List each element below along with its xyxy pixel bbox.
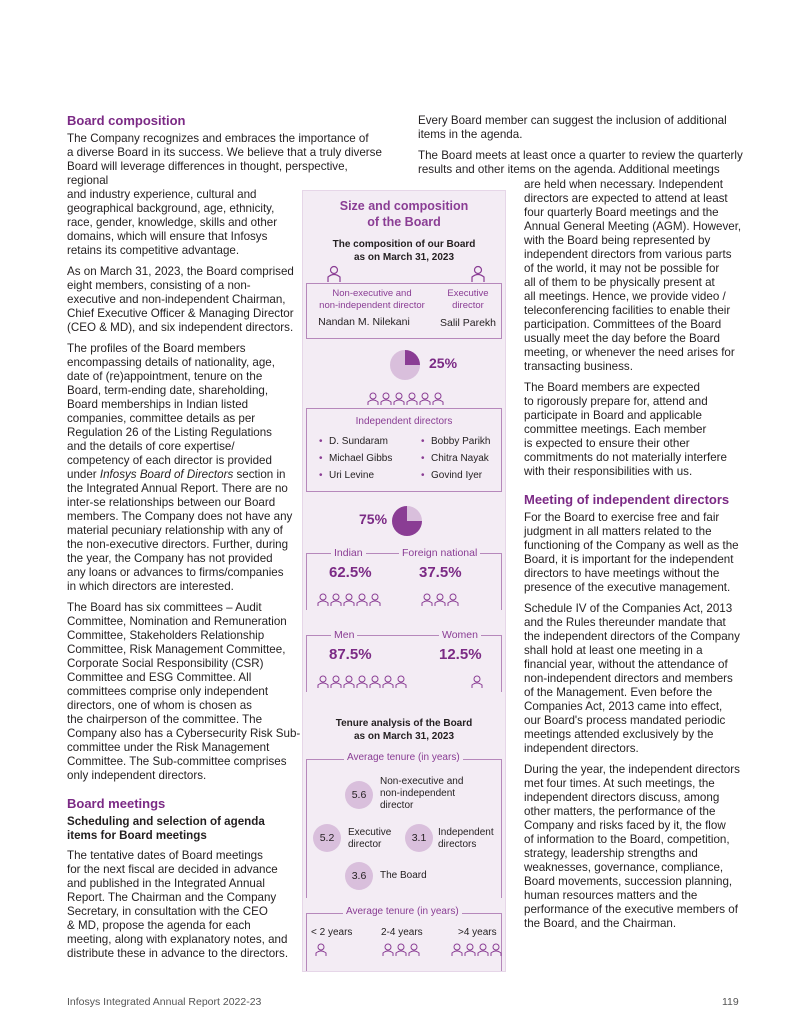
- list-item: • Michael Gibbs: [319, 450, 409, 467]
- column-right: [524, 178, 746, 938]
- avg-tenure-label: Average tenure (in years): [344, 752, 463, 763]
- men-label: Men: [331, 629, 357, 641]
- list-item: • Uri Levine: [319, 467, 409, 484]
- band-over-4: >4 years: [458, 927, 497, 938]
- agenda-suggestion-para: Every Board member can suggest the inclusion of additional items in the agenda.: [418, 114, 727, 141]
- board-composition-para-1: The Company recognizes and embraces the importance of a diverse Board in its success. We believe that a truly diverse Board will leverage differences in thought, perspective, regional and industry experience, cultural and geographical background, age, ethnicity, race, gender, knowledge, skills and other domains, which will ensure that Infosys retains its competitive advantage.: [67, 132, 382, 257]
- person-icon: [408, 943, 420, 957]
- band-2-4: 2-4 years: [381, 927, 423, 938]
- person-icon: [343, 593, 355, 607]
- agenda-subheading: Scheduling and selection of agenda items for Board meetings: [67, 815, 265, 842]
- person-icon: [451, 943, 463, 957]
- person-icon: [356, 593, 368, 607]
- person-icon: [356, 675, 368, 689]
- person-icon: [369, 675, 381, 689]
- person-icon: [317, 593, 329, 607]
- person-icon: [382, 943, 394, 957]
- indian-value: 62.5%: [329, 564, 372, 581]
- pct-executive: 25%: [429, 355, 458, 371]
- pct-independent: 75%: [359, 511, 388, 527]
- person-icon: [434, 593, 446, 607]
- nonexec-name: Nandan M. Nilekani: [318, 316, 410, 328]
- independent-meeting-para-1: For the Board to exercise free and fair judgment in all matters related to the functioning of the Company as well as the Board, it is important for the independent directors to have meetings without the presence of the executive management.: [524, 511, 739, 594]
- board-composition-heading: Board composition: [67, 113, 186, 128]
- person-icon: [393, 392, 405, 406]
- exec-label: Executive director: [447, 288, 489, 311]
- tenure-label-nonexec: Non-executive and non-independent director: [380, 776, 464, 811]
- independent-label: Independent directors: [355, 416, 453, 427]
- person-icon: [447, 593, 459, 607]
- person-icon: [369, 593, 381, 607]
- person-icon: [330, 593, 342, 607]
- avg-tenure-label-2: Average tenure (in years): [343, 906, 462, 917]
- column-right-top: [418, 114, 748, 177]
- quarterly-meeting-para-start: The Board meets at least once a quarter to review the quarterly results and other items on the agenda. Additional meetings: [418, 149, 743, 176]
- person-icon: [317, 675, 329, 689]
- independent-list-right: [421, 433, 501, 484]
- person-icon: [471, 265, 485, 283]
- board-composition-para-2: As on March 31, 2023, the Board comprised eight members, consisting of a non- executive and non-independent Chairman, Chief Executive Officer & Managing Director (CEO & MD), and six independent directors.: [67, 265, 294, 334]
- quarterly-meeting-para-cont: are held when necessary. Independent directors are expected to attend at least four quarterly Board meetings and the Annual General Meeting (AGM). However, with the Board being represented by independent directors from various parts of the world, it may not be possible for all of them to be physically present at all meetings. Hence, we provide video / teleconferencing facilities to enable their participation. Committees of the Board usually meet the day before the Board meeting, or whenever the need arises for transacting business.: [524, 178, 742, 373]
- band-under-2: < 2 years: [311, 927, 353, 938]
- footer-report-title: Infosys Integrated Annual Report 2022-23: [67, 996, 262, 1008]
- person-icon: [395, 675, 407, 689]
- independent-meeting-heading: Meeting of independent directors: [524, 492, 730, 507]
- nonexec-label: Non-executive and non-independent director: [319, 288, 425, 311]
- preparation-para: The Board members are expected to rigorously prepare for, attend and participate in Board and applicable committee meetings. Each member is expected to ensure their other commitments do not materially interfere with their responsibilities with us.: [524, 381, 727, 478]
- tenure-circle-independent: 3.1: [405, 824, 433, 852]
- person-icon: [477, 943, 489, 957]
- independent-icons-row: [367, 392, 447, 406]
- tenure-title: Tenure analysis of the Board as on March 31, 2023: [335, 718, 473, 742]
- board-meetings-heading: Board meetings: [67, 796, 166, 811]
- person-icon: [380, 392, 392, 406]
- men-value: 87.5%: [329, 646, 372, 663]
- tenure-circle-board: 3.6: [345, 862, 373, 890]
- composition-title: The composition of our Board as on March 31, 2023: [332, 239, 476, 263]
- tenure-label-board: The Board: [380, 870, 427, 881]
- list-item: • Govind Iyer: [421, 467, 501, 484]
- person-icon: [327, 265, 341, 283]
- person-icon: [464, 943, 476, 957]
- pie-slice-executive: [405, 350, 420, 365]
- executive-share-pie: [389, 349, 421, 381]
- person-icon: [406, 392, 418, 406]
- person-icon: [315, 943, 327, 957]
- person-icon: [419, 392, 431, 406]
- independent-meeting-para-2: Schedule IV of the Companies Act, 2013 and the Rules thereunder mandate that the independent directors of the Company shall hold at least one meeting in a financial year, without the attendance of non-independent directors and members of the Management. Even before the Companies Act, 2013 came into effect, our Board's process mandated periodic meetings attended exclusively by the independent directors.: [524, 602, 740, 755]
- person-icon: [382, 675, 394, 689]
- independent-share-pie: [391, 505, 423, 537]
- list-item: • Chitra Nayak: [421, 450, 501, 467]
- board-meetings-para: The tentative dates of Board meetings for the next fiscal are decided in advance and published in the Integrated Annual Report. The Chairman and the Company Secretary, in consultation with the CEO & MD, propose the agenda for each meeting, along with explanatory notes, and distribute these in advance to the directors.: [67, 849, 289, 960]
- board-infographic-panel: [302, 190, 506, 972]
- women-label: Women: [439, 629, 481, 641]
- indian-label: Indian: [331, 547, 366, 559]
- panel-title: Size and composition of the Board: [339, 199, 469, 229]
- person-icon: [432, 392, 444, 406]
- person-icon: [343, 675, 355, 689]
- foreign-value: 37.5%: [419, 564, 462, 581]
- list-item: • D. Sundaram: [319, 433, 409, 450]
- person-icon: [367, 392, 379, 406]
- person-icon: [421, 593, 433, 607]
- nationality-icons-row: [317, 593, 497, 607]
- independent-list-left: [319, 433, 409, 484]
- tenure-bands-box: [306, 913, 502, 971]
- gender-icons-row: [317, 675, 497, 689]
- board-composition-para-3: The profiles of the Board members encompassing details of nationality, age, date of (re)appointment, tenure on the Board, term-ending date, shareholding, Board memberships in Indian listed companies, committee details as per Regulation 26 of the Listing Regulations and the details of core expertise/ competency of each director is provided under Infosys Board of Directors section in the Integrated Annual Report. There are no inter-se relationships between our Board members. The Company does not have any material pecuniary relationship with any of the non-executive directors. Further, during the year, the Company has not provided any loans or advances to firms/companies in which directors are interested.: [67, 342, 293, 593]
- tenure-circle-exec: 5.2: [313, 824, 341, 852]
- foreign-label: Foreign national: [399, 547, 480, 559]
- board-composition-para-4: The Board has six committees – Audit Committee, Nomination and Remuneration Committee, Stakeholders Relationship Committee, Risk Management Committee, Corporate Social Responsibility (CSR) Committee and ESG Committee. All committees comprise only independent directors, one of whom is chosen as the chairperson of the committee. The Company also has a Cybersecurity Risk Sub- committee under the Risk Management Committee. The Sub-committee comprises only independent directors.: [67, 601, 301, 782]
- exec-name: Salil Parekh: [439, 317, 497, 329]
- person-icon: [490, 943, 502, 957]
- women-value: 12.5%: [439, 646, 482, 663]
- tenure-label-exec: Executive director: [348, 827, 392, 850]
- footer-page-number: 119: [722, 996, 739, 1008]
- list-item: • Bobby Parikh: [421, 433, 501, 450]
- person-icon: [395, 943, 407, 957]
- tenure-circle-nonexec: 5.6: [345, 781, 373, 809]
- independent-meeting-para-3: During the year, the independent directors met four times. At such meetings, the independent directors discuss, among other matters, the performance of the Company and risks faced by it, the flow of information to the Board, competition, strategy, leadership strengths and weaknesses, governance, compliance, Board movements, succession planning, human resources matters and the performance of the executive members of the Board, and the Chairman.: [524, 763, 740, 930]
- person-icon: [471, 675, 483, 689]
- board-directors-section-ref: Infosys Board of Directors: [99, 468, 234, 481]
- tenure-band-icons-row: [315, 943, 501, 957]
- tenure-label-independent: Independent directors: [438, 827, 494, 850]
- person-icon: [330, 675, 342, 689]
